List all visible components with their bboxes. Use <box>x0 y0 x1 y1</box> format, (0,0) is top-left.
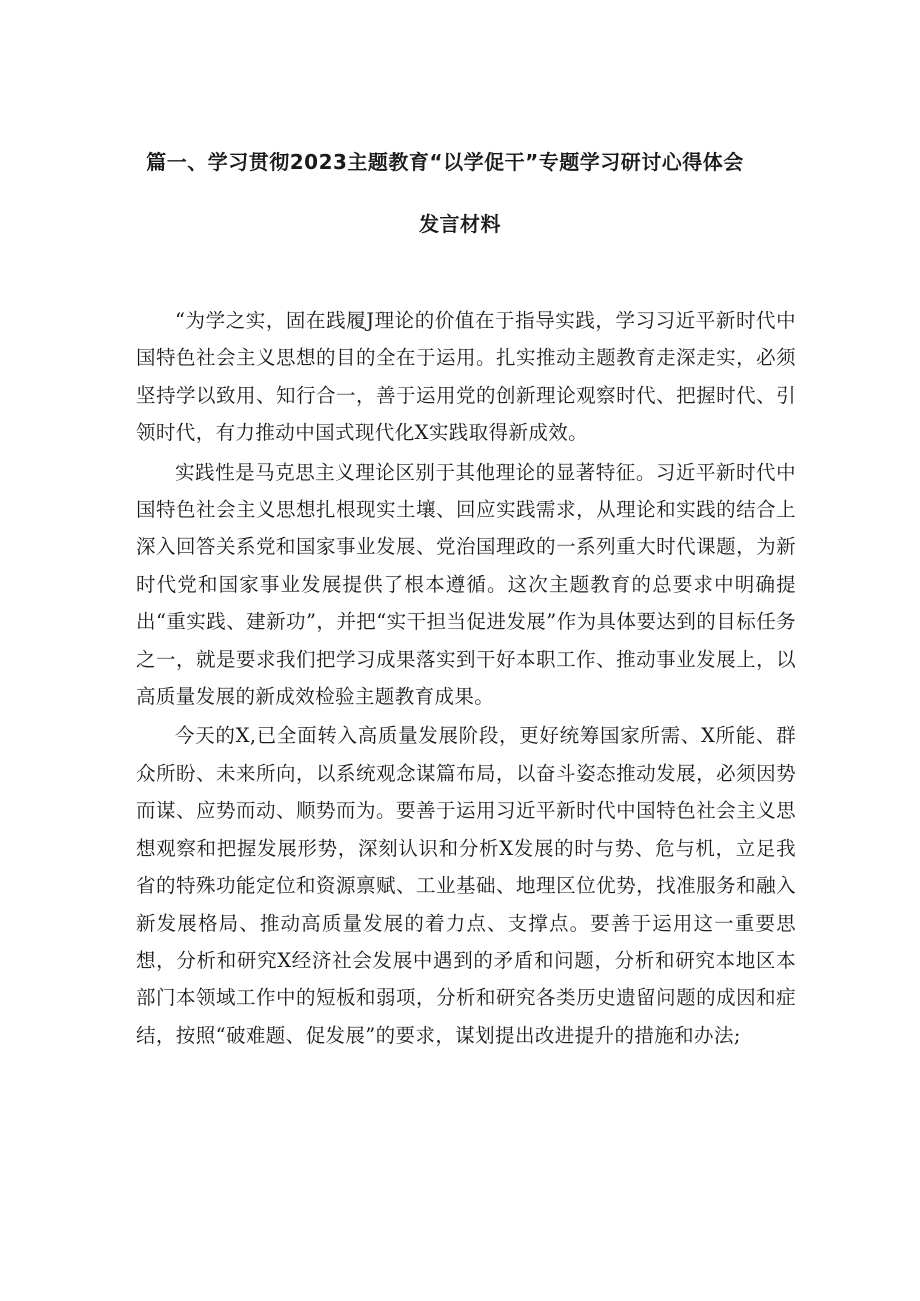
paragraph: 实践性是马克思主义理论区别于其他理论的显著特征。习近平新时代中国特色社会主义思想扎根现实土壤、回应实践需求，从理论和实践的结合上深入回答关系党和国家事业发展、党治国理政的一系列重大时代课题，为新时代党和国家事业发展提供了根本遵循。这次主题教育的总要求中明确提出“重实践、建新功”，并把“实干担当促进发展”作为具体要达到的目标任务之一，就是要求我们把学习成果落实到干好本职工作、推动事业发展上，以高质量发展的新成效检验主题教育成果。 <box>136 460 796 709</box>
document-title-line-1: 篇一、学习贯彻2023主题教育“以学促干”专题学习研讨心得体会 <box>146 150 744 174</box>
paragraph: “为学之实，固在践履J理论的价值在于指导实践，学习习近平新时代中国特色社会主义思想的目的全在于运用。扎实推动主题教育走深走实，必须坚持学以致用、知行合一，善于运用党的创新理论观察时代、把握时代、引领时代，有力推动中国式现代化X实践取得新成效。 <box>136 309 796 445</box>
document-body <box>136 302 796 1056</box>
document-title-line-2: 发言材料 <box>419 212 501 236</box>
paragraph: 今天的X,已全面转入高质量发展阶段，更好统筹国家所需、X所能、群众所盼、未来所向，以系统观念谋篇布局，以奋斗姿态推动发展，必须因势而谋、应势而动、顺势而为。要善于运用习近平新时代中国特色社会主义思想观察和把握发展形势，深刻认识和分析X发展的时与势、危与机，立足我省的特殊功能定位和资源禀赋、工业基础、地理区位优势，找准服务和融入新发展格局、推动高质量发展的着力点、支撑点。要善于运用这一重要思想，分析和研究X经济社会发展中遇到的矛盾和问题，分析和研究本地区本部门本领域工作中的短板和弱项，分析和研究各类历史遗留问题的成因和症结，按照“破难题、促发展”的要求，谋划提出改进提升的措施和办法; <box>136 724 796 1047</box>
